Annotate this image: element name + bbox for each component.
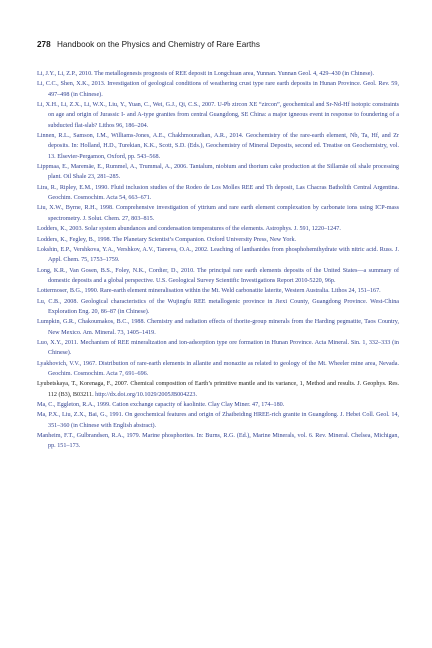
- reference-text: Manheim, F.T., Gulbrandsen, R.A., 1979. Marine phosphorites. In: Burns, R.G. (Ed.), Marine Minerals, vol. 6. Rev. Mineral. Chelsea, Michigan, pp. 151–173.: [37, 433, 399, 450]
- reference-entry: [37, 317, 399, 338]
- running-header: [37, 40, 260, 49]
- reference-entry: [37, 379, 399, 400]
- page-number: 278: [37, 40, 51, 49]
- reference-text: Lottermoser, B.G., 1990. Rare-earth element mineralisation within the Mt. Weld carbonatite laterite, Western Australia. Lithos 24, 151–167.: [37, 288, 381, 295]
- reference-text: Lumpkin, G.R., Chakoumakos, B.C., 1988. Chemistry and radiation effects of thorite-group minerals from the Harding pegmatite, Taos Country, New Mexico. Am. Mineral. 73, 1405–1419.: [37, 319, 399, 336]
- reference-text: Liu, X.W., Byrne, R.H., 1998. Comprehensive investigation of yttrium and rare earth element complexation by carbonate ions using ICP-mass spectrometry. J. Solut. Chem. 27, 803–815.: [37, 205, 399, 222]
- reference-text: Lyubetskaya, T., Korenaga, F., 2007. Chemical composition of Earth’s primitive mantle and its variance, 1, Method and results. J. Geophys. Res. 112 (B3), B03211.: [37, 381, 399, 398]
- reference-entry: [37, 266, 399, 287]
- reference-text: Ma, P.X., Liu, Z.X., Bai, G., 1991. On geochemical features and origin of Zhaibeiding HREE-rich granite in Guangdong. J. Hebei Coll. Geol. 14, 351–360 (in Chinese with English abstract).: [37, 412, 399, 429]
- reference-entry: [37, 79, 399, 100]
- reference-entry: [37, 203, 399, 224]
- reference-entry: [37, 235, 399, 245]
- reference-text: Lokshin, E.P., Vershkova, Y.A., Vershkov, A.V., Tareeva, O.A., 2002. Leaching of lanthanides from phosphohemihydrate with nitric acid. Russ. J. Appl. Chem. 75, 1753–1759.: [37, 246, 399, 264]
- reference-entry: [37, 131, 399, 162]
- reference-text: Lodders, K., Fegley, B., 1998. The Planetary Scientist’s Companion. Oxford University Press, New York.: [37, 236, 297, 243]
- book-title: Handbook on the Physics and Chemistry of Rare Earths: [56, 40, 260, 49]
- reference-entry: [37, 431, 399, 452]
- reference-list: [37, 69, 399, 452]
- reference-text: Lodders, K., 2003. Solar system abundances and condensation temperatures of the elements. Astrophys. J. 591, 1220–1247.: [37, 226, 341, 233]
- reference-entry: [37, 297, 399, 318]
- reference-entry: [37, 183, 399, 204]
- reference-entry: [37, 400, 399, 410]
- reference-text: Lyakhovich, V.V., 1967. Distribution of rare-earth elements in allanite and monazite as related to geology of the Mt. Wheeler mine area, Nevada. Geochim. Cosmochim. Acta 7, 691–696.: [37, 360, 399, 377]
- reference-entry: [37, 338, 399, 359]
- reference-entry: [37, 286, 399, 296]
- reference-text: Luo, X.Y., 2011. Mechanism of REE mineralization and ion-adsorption type ore formation in Hunan Province. Acta Mineral. Sin. 1, 332–333 (in Chinese).: [37, 339, 399, 357]
- doi-link[interactable]: http://dx.doi.org/10.1029/2005JB004223.: [95, 391, 198, 398]
- reference-text: Lira, R., Ripley, E.M., 1990. Fluid inclusion studies of the Rodeo de Los Molles REE and Th deposit, Las Chacras Batholith Central Argentina. Geochim. Cosmochim. Acta 54, 663–671.: [37, 184, 399, 202]
- reference-text: Linnen, R.L., Samson, I.M., Williams-Jones, A.E., Chakhmouradian, A.R., 2014. Geochemistry of the rare-earth element, Nb, Ta, Hf, and Zr deposits. In: Holland, H.D., Turekian, K.K., Scott, S.D. (Eds.), Geochemistry of Mineral Deposits, second ed. Treatise on Geochemistry, vol. 13. Elsevier-Pergamon, Oxford, pp. 543–568.: [37, 133, 399, 160]
- reference-entry: [37, 69, 399, 79]
- reference-entry: [37, 245, 399, 266]
- reference-entry: [37, 410, 399, 431]
- reference-text: Li, X.H., Li, Z.X., Li, W.X., Liu, Y., Yuan, C., Wei, G.J., Qi, C.S., 2007. U-Pb zircon XE “zircon”, geochemical and Sr-Nd-Hf isotopic constraints on age and origin of Jurassic I- and A-type granites from central Guangdong, SE China: a major igneous event in response to foundering of a subducted flat-slab? Lithos 96, 186–204.: [37, 102, 399, 129]
- reference-text: Li, J.Y., Li, Z.P., 2010. The metallogenesis prognosis of REE deposit in Longchuan area, Yunnan. Yunnan Geol. 4, 429–430 (in Chinese).: [37, 71, 375, 77]
- reference-entry: [37, 100, 399, 131]
- reference-entry: [37, 162, 399, 183]
- reference-entry: [37, 359, 399, 380]
- reference-text: Long, K.R., Van Gosen, B.S., Foley, N.K., Cordier, D., 2010. The principal rare earth elements deposits of the United States—a summary of domestic deposits and a global perspective. U.S. Geological Survey Scientific Investigations Report 2010-5220, 96p.: [37, 267, 399, 284]
- reference-text: Lu, C.B., 2008. Geological characteristics of the Wujingfu REE metallogenic province in Jiexi County, Guangdong Province. West-China Exploration Eng. 20, 86–87 (in Chinese).: [37, 298, 399, 315]
- reference-text: Ma, C., Eggleton, R.A., 1999. Cation exchange capacity of kaolinite. Clay Clay Miner. 47, 174–180.: [37, 402, 285, 408]
- reference-text: Li, C.C., Shen, X.K., 2013. Investigation of geological conditions of weathering crust type rare earth deposits in Hunan Province. Geol. Rev. 59, 497–498 (in Chinese).: [37, 81, 399, 98]
- reference-entry: [37, 224, 399, 234]
- reference-text: Lippmaa, E., Maremäe, E., Rummel, A., Trummal, A., 2006. Tantalum, niobium and thorium cake production at the Sillamäe oil shale processing plant. Oil Shale 23, 281–285.: [37, 164, 399, 181]
